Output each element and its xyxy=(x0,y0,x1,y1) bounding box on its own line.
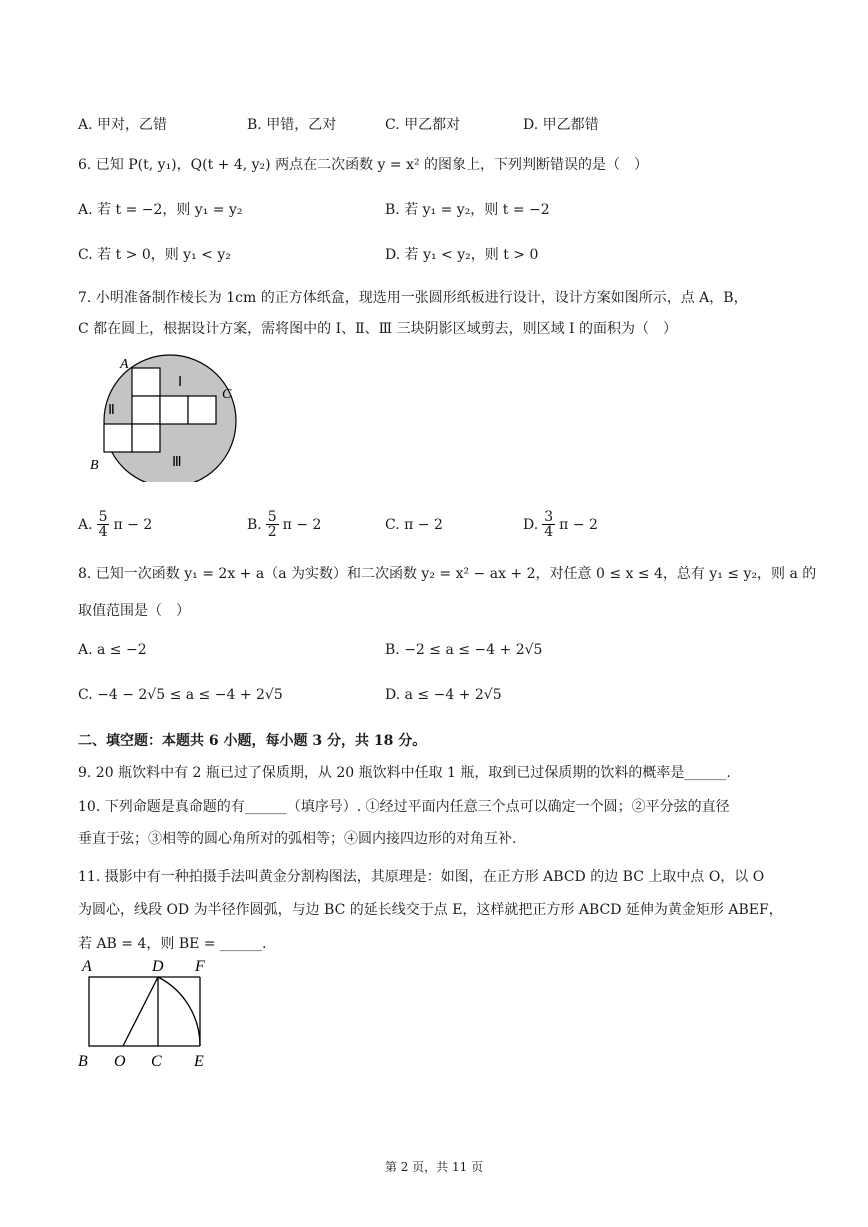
q6-option-a: A. 若 t = −2，则 y₁ = y₂ xyxy=(78,202,243,218)
numerator: 3 xyxy=(544,509,554,525)
segment-od xyxy=(123,977,158,1046)
point-e-label: E xyxy=(194,1053,204,1070)
q8-option-d: D. a ≤ −4 + 2√5 xyxy=(385,687,502,703)
q7-option-b-tail: π − 2 xyxy=(282,516,322,533)
q8-option-a: A. a ≤ −2 xyxy=(78,642,147,658)
q7-option-b-prefix: B. xyxy=(247,516,262,533)
q7-option-d xyxy=(523,510,598,539)
region-i-label: Ⅰ xyxy=(178,375,183,390)
point-c-label: C xyxy=(151,1053,162,1070)
q10-line2: 垂直于弦；③相等的圆心角所对的弧相等；④圆内接四边形的对角互补. xyxy=(78,831,517,847)
q11-figure xyxy=(74,956,224,1072)
q6-option-c: C. 若 t > 0，则 y₁ < y₂ xyxy=(78,247,231,263)
q7-option-a-tail: π − 2 xyxy=(113,516,153,533)
q8-option-b: B. −2 ≤ a ≤ −4 + 2√5 xyxy=(385,642,543,658)
fraction xyxy=(542,510,555,539)
q7-option-a-prefix: A. xyxy=(78,516,93,533)
q11-line2: 为圆心，线段 OD 为半径作圆弧，与边 BC 的延长线交于点 E，这样就把正方形 ABCD 延伸为黄金矩形 ABEF， xyxy=(78,902,783,918)
q8-stem-line1: 8. 已知一次函数 y₁ = 2x + a（a 为实数）和二次函数 y₂ = x² − ax + 2，对任意 0 ≤ x ≤ 4，总有 y₁ ≤ y₂，则 a 的 xyxy=(78,566,817,582)
q11-line3: 若 AB = 4，则 BE = ______. xyxy=(78,936,267,952)
q6-option-d: D. 若 y₁ < y₂，则 t > 0 xyxy=(385,247,539,263)
point-b-label: B xyxy=(78,1053,88,1070)
q8-option-c: C. −4 − 2√5 ≤ a ≤ −4 + 2√5 xyxy=(78,687,283,703)
q6-stem: 6. 已知 P(t, y₁)，Q(t + 4, y₂) 两点在二次函数 y = x² 的图象上，下列判断错误的是（ ） xyxy=(78,157,649,173)
fraction xyxy=(97,510,110,539)
square-abcd xyxy=(89,977,158,1046)
q5-option-c: C. 甲乙都对 xyxy=(385,117,461,133)
fraction xyxy=(266,510,279,539)
point-c-label: C xyxy=(222,387,232,402)
net-square xyxy=(132,368,160,396)
point-d-label: D xyxy=(152,958,164,975)
q6-option-b: B. 若 y₁ = y₂，则 t = −2 xyxy=(385,202,550,218)
point-a-label: A xyxy=(82,958,92,975)
q7-figure xyxy=(80,352,250,482)
region-ii-label: Ⅱ xyxy=(108,403,115,418)
denominator: 2 xyxy=(267,524,277,540)
point-o-label: O xyxy=(114,1053,126,1070)
q5-option-d: D. 甲乙都错 xyxy=(523,117,599,133)
denominator: 4 xyxy=(98,524,108,540)
region-iii-label: Ⅲ xyxy=(172,455,182,470)
numerator: 5 xyxy=(267,509,277,525)
section-heading: 二、填空题：本题共 6 小题，每小题 3 分，共 18 分。 xyxy=(78,733,427,749)
q7-stem-line1: 7. 小明准备制作棱长为 1cm 的正方体纸盒，现选用一张圆形纸板进行设计，设计方案如图所示，点 A，B， xyxy=(78,290,748,306)
q7-option-d-tail: π − 2 xyxy=(559,516,598,533)
q11-line1: 11. 摄影中有一种拍摄手法叫黄金分割构图法，其原理是：如图，在正方形 ABCD 的边 BC 上取中点 O，以 O xyxy=(78,869,765,885)
net-square xyxy=(104,424,132,452)
point-a-label: A xyxy=(120,357,129,372)
q7-stem-line2: C 都在圆上，根据设计方案，需将图中的 Ⅰ、Ⅱ、Ⅲ 三块阴影区域剪去，则区域 Ⅰ 的面积为（ ） xyxy=(78,321,678,337)
q10-line1: 10. 下列命题是真命题的有______（填序号）. ①经过平面内任意三个点可以确定一个圆；②平分弦的直径 xyxy=(78,799,730,815)
point-b-label: B xyxy=(90,458,99,473)
q8-stem-line2: 取值范围是（ ） xyxy=(78,603,190,619)
q7-option-c: C. π − 2 xyxy=(385,517,443,533)
net-square xyxy=(132,424,160,452)
q7-option-d-prefix: D. xyxy=(523,516,539,533)
q9-stem: 9. 20 瓶饮料中有 2 瓶已过了保质期，从 20 瓶饮料中任取 1 瓶，取到已过保质期的饮料的概率是______. xyxy=(78,765,731,781)
numerator: 5 xyxy=(98,509,108,525)
arc-de xyxy=(158,977,200,1046)
page-footer: 第 2 页，共 11 页 xyxy=(384,1160,484,1174)
q7-option-a xyxy=(78,510,152,539)
q5-option-a: A. 甲对，乙错 xyxy=(78,117,168,133)
q5-option-b: B. 甲错，乙对 xyxy=(247,117,337,133)
net-square xyxy=(132,396,160,424)
denominator: 4 xyxy=(544,524,554,540)
q7-option-b xyxy=(247,510,321,539)
point-f-label: F xyxy=(195,958,205,975)
net-square xyxy=(160,396,188,424)
net-square xyxy=(188,396,216,424)
